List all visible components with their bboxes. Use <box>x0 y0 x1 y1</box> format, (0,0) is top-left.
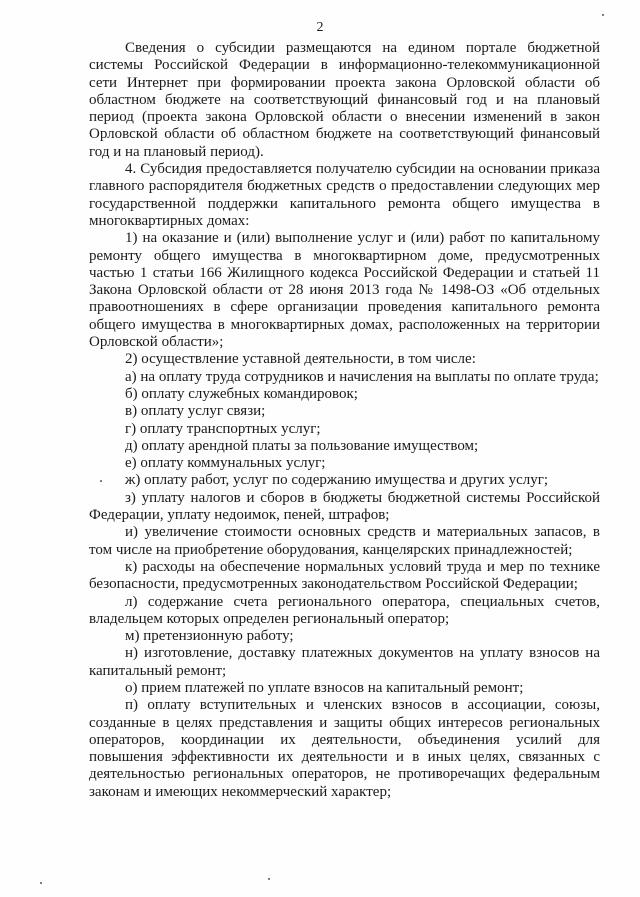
subitem-d: д) оплату арендной платы за пользование имуществом; <box>125 437 479 454</box>
scan-speck <box>40 882 42 884</box>
scan-speck <box>602 14 604 16</box>
item-2: 2) осуществление уставной деятельности, в том числе: <box>125 351 476 368</box>
subitem-m: м) претензионную работу; <box>125 628 294 645</box>
document-body <box>89 40 600 801</box>
subitem-o: о) прием платежей по уплате взносов на капитальный ремонт; <box>125 679 524 696</box>
item-1: 1) на оказание и (или) выполнение услуг и (или) работ по капитальному ремонту общего имущества в многоквартирном доме, предусмотренных частью 1 статьи 166 Жилищного кодекса Российской Федерации и статьей 11 Закона Орловской области от 28 июня 2013 года № 1498-ОЗ «Об отдельных правоотношениях в сфере организации проведения капитального ремонта общего имущества в многоквартирных домах, расположенных на территории Орловской области»; <box>89 230 600 351</box>
subitem-v: в) оплату услуг связи; <box>125 403 266 420</box>
scan-speck <box>268 878 270 880</box>
subitem-p: п) оплату вступительных и членских взносов в ассоциации, союзы, созданные в целях представления и защиты общих интересов региональных операторов, координации их деятельности, объединения усилий для повышения эффективности их деятельности и в иных целях, связанных с деятельностью региональных операторов, не противоречащих федеральным законам и имеющих некоммерческий характер; <box>89 697 600 800</box>
subitem-a: а) на оплату труда сотрудников и начисления на выплаты по оплате труда; <box>125 368 599 385</box>
subitem-b: б) оплату служебных командировок; <box>125 385 358 402</box>
subitem-n: н) изготовление, доставку платежных документов на уплату взносов на капитальный ремонт; <box>89 645 600 679</box>
subitem-k: к) расходы на обеспечение нормальных условий труда и мер по технике безопасности, предусмотренных законодательством Российской Федерации; <box>89 558 600 593</box>
subitem-l: л) содержание счета регионального оператора, специальных счетов, владельцем которых определен региональный оператор; <box>89 593 600 627</box>
scan-speck <box>100 480 102 482</box>
paragraph-subsidy-info: Сведения о субсидии размещаются на едином портале бюджетной системы Российской Федерации в информационно-телекоммуникационной сети Интернет при формировании проекта закона Орловской области об областном бюджете на соответствующий финансовый год и на плановый период (проекта закона Орловской области о внесении изменений в закон Орловской области об областном бюджете на соответствующий финансовый год и на плановый период). <box>89 40 600 160</box>
subitem-z: з) уплату налогов и сборов в бюджеты бюджетной системы Российской Федерации, уплату недоимок, пеней, штрафов; <box>89 489 600 524</box>
paragraph-4: 4. Субсидия предоставляется получателю субсидии на основании приказа главного распорядителя бюджетных средств о предоставлении следующих мер государственной поддержки капитального ремонта общего имущества в многоквартирных домах: <box>89 161 600 229</box>
page-number: 2 <box>316 20 324 35</box>
subitem-i: и) увеличение стоимости основных средств и материальных запасов, в том числе на приобретение оборудования, канцелярских принадлежностей; <box>89 524 600 558</box>
subitem-zh: ж) оплату работ, услуг по содержанию имущества и других услуг; <box>125 472 549 489</box>
subitem-e: е) оплату коммунальных услуг; <box>125 455 326 472</box>
subitem-g: г) оплату транспортных услуг; <box>125 420 321 437</box>
